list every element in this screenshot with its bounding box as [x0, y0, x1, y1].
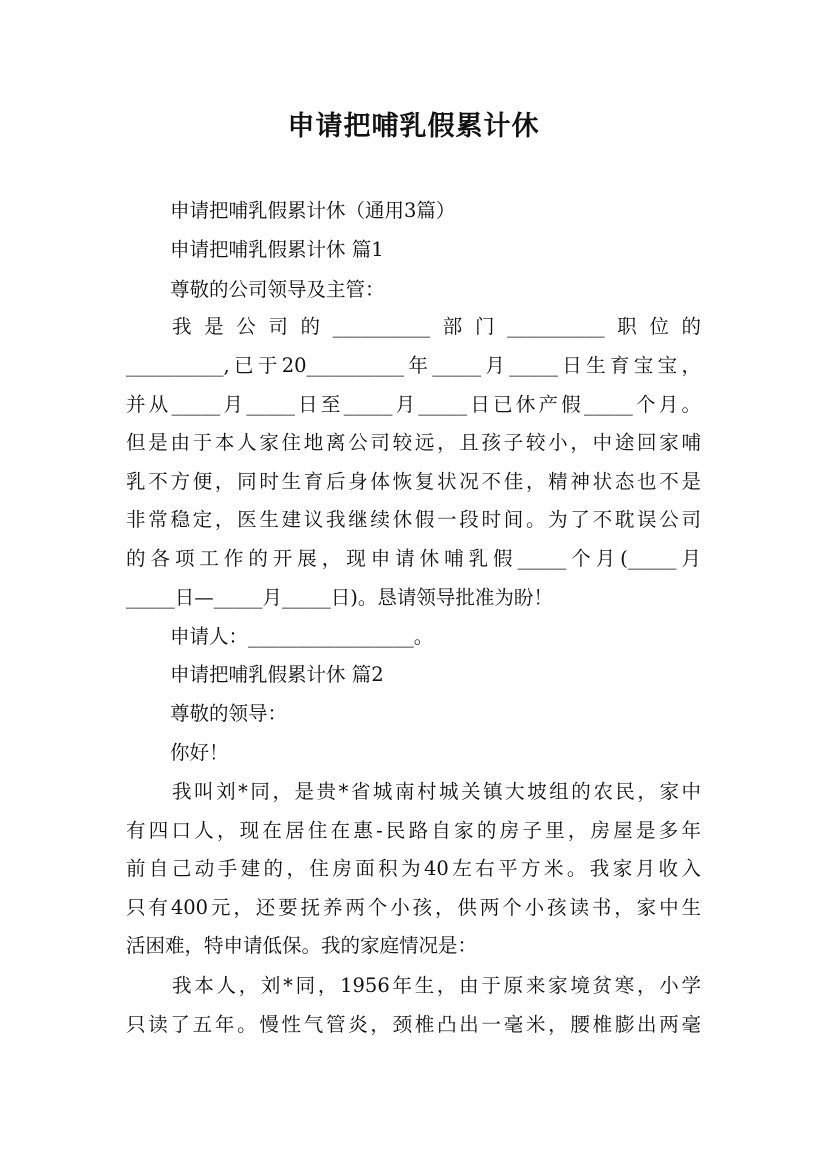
body-line-1: 我是公司的__________部门__________职位的 — [172, 315, 701, 338]
salutation-1: 尊敬的公司领导及主管： — [170, 278, 385, 301]
document-title: 申请把哺乳假累计休 — [287, 111, 540, 142]
body2-line-3: 前自己动手建的，住房面积为40左右平方米。我家月收入 — [126, 857, 701, 880]
applicant-line: 申请人：_________________。 — [170, 625, 434, 648]
body-line-3: 并从_____月_____日至_____月_____日已休产假_____个月。 — [126, 393, 701, 416]
body-line-8: _____日—_____月_____日)。恳请领导批准为盼！ — [126, 586, 553, 609]
body-line-6: 非常稳定，医生建议我继续休假一段时间。为了不耽误公司 — [126, 508, 701, 531]
body-line-5: 乳不方便，同时生育后身体恢复状况不佳，精神状态也不是 — [126, 470, 701, 493]
body-line-2: __________,已于20__________年_____月_____日生育宝宝， — [126, 354, 701, 377]
body2-line-6: 我本人，刘*同，1956年生，由于原来家境贫寒，小学 — [172, 974, 701, 997]
body2-line-7: 只读了五年。慢性气管炎，颈椎凸出一毫米，腰椎膨出两毫 — [126, 1013, 701, 1036]
section-heading-1: 申请把哺乳假累计休 篇1 — [170, 238, 384, 261]
salutation-2: 尊敬的领导： — [170, 702, 288, 725]
greeting-line: 你好！ — [170, 741, 229, 764]
body2-line-1: 我叫刘*同，是贵*省城南村城关镇大坡组的农民，家中 — [172, 780, 701, 803]
section-heading-2: 申请把哺乳假累计休 篇2 — [170, 663, 384, 686]
subtitle-line: 申请把哺乳假累计休（通用3篇） — [170, 199, 456, 222]
body2-line-4: 只有400元，还要抚养两个小孩，供两个小孩读书，家中生 — [126, 896, 701, 919]
body-line-7: 的各项工作的开展，现申请休哺乳假_____个月(_____月 — [126, 547, 701, 570]
body2-line-2: 有四口人，现在居住在惠-民路自家的房子里，房屋是多年 — [126, 819, 701, 842]
body-line-4: 但是由于本人家住地离公司较远，且孩子较小，中途回家哺 — [126, 431, 701, 454]
body2-line-5: 活困难，特申请低保。我的家庭情况是： — [126, 934, 478, 957]
